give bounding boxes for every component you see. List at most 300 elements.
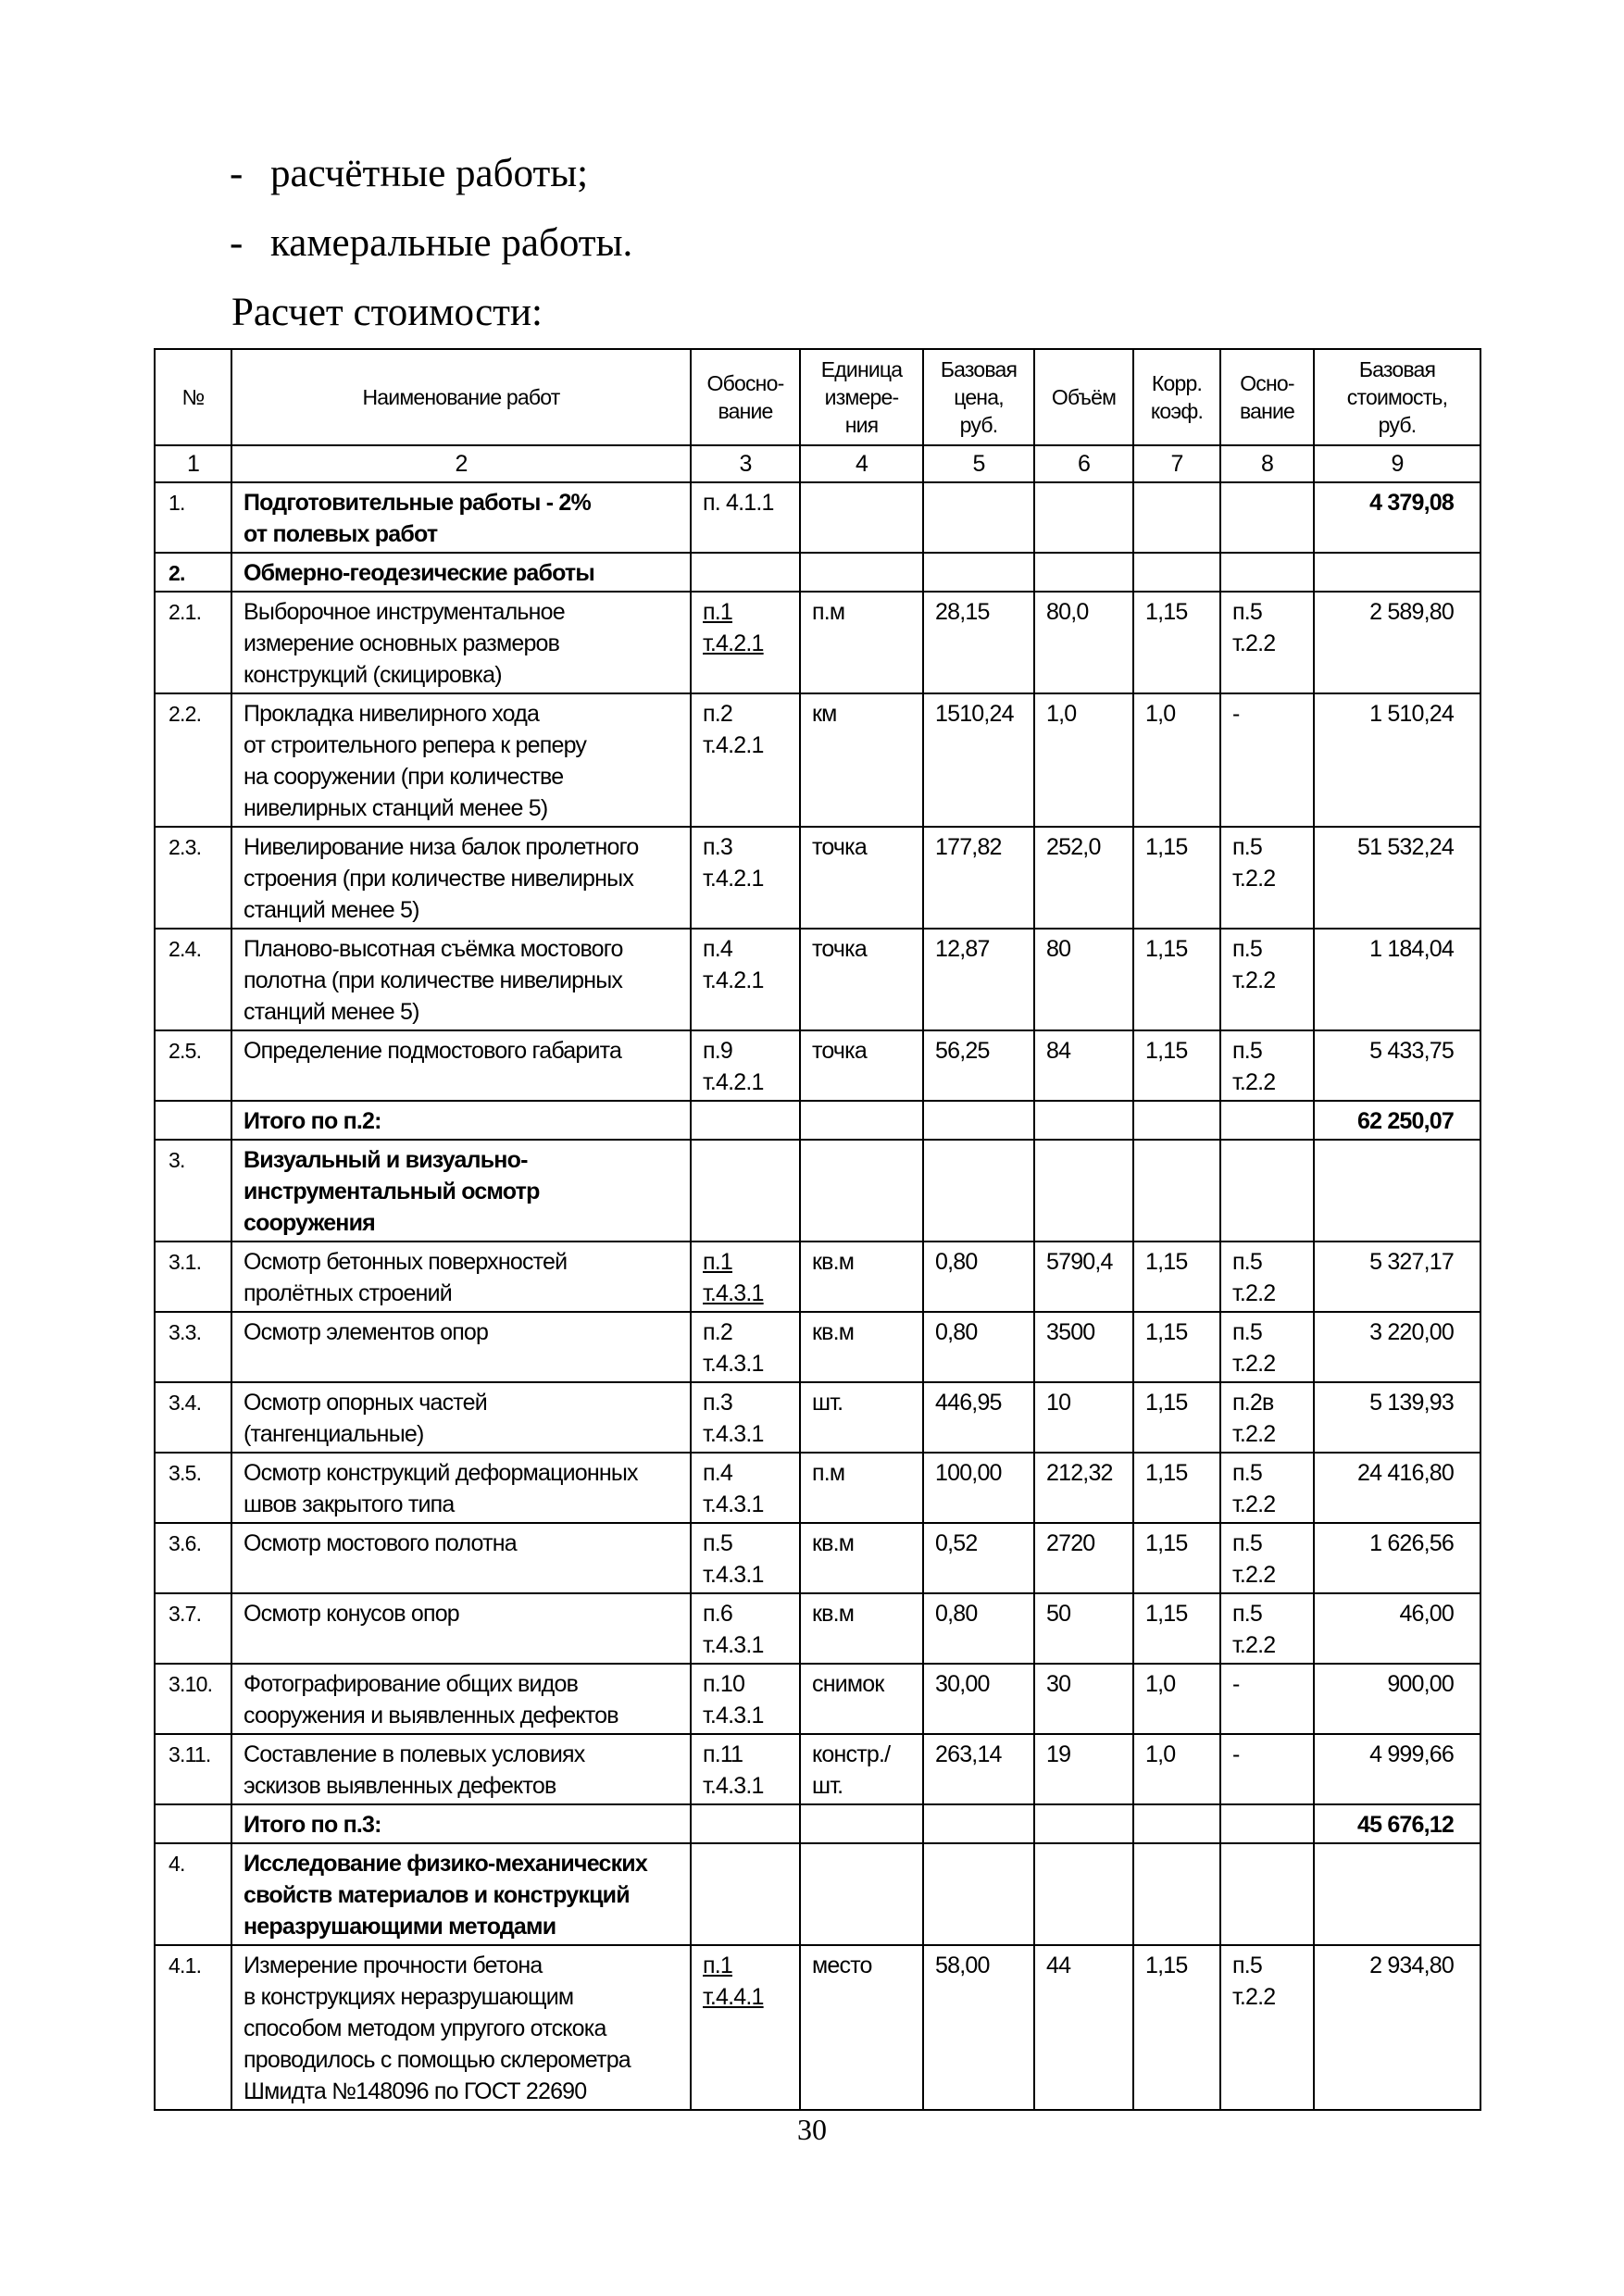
work-name-line: Фотографирование общих видов [244, 1671, 579, 1697]
page-number: 30 [797, 2113, 827, 2146]
basis [691, 1523, 800, 1593]
column-header-text: Базовая [940, 357, 1018, 381]
basis [691, 693, 800, 827]
basis [691, 482, 800, 553]
row-number: 3.7. [155, 1593, 231, 1664]
coef-basis-line: п.5 [1232, 599, 1262, 625]
work-name [231, 1453, 691, 1523]
column-number: 5 [923, 445, 1034, 482]
base-cost: 1 510,24 [1314, 693, 1480, 827]
coef-basis [1220, 553, 1314, 592]
basis [691, 553, 800, 592]
unit [800, 1030, 923, 1101]
work-name [231, 827, 691, 929]
row-number: 3.6. [155, 1523, 231, 1593]
table-body [155, 445, 1480, 2110]
coef-basis [1220, 1523, 1314, 1593]
work-name-line: неразрушающими методами [244, 1914, 556, 1940]
row-number: 2.1. [155, 592, 231, 693]
basis [691, 1101, 800, 1140]
intro-text [230, 139, 632, 347]
work-name-line: проводилось с помощью склерометра [244, 2047, 631, 2073]
basis-line: п.9 [703, 1038, 732, 1064]
coef-basis-line: т.2.2 [1232, 1632, 1276, 1658]
column-header [1034, 349, 1133, 445]
cost-table [154, 348, 1481, 2111]
coef-basis-line: т.2.2 [1232, 1280, 1276, 1306]
unit [800, 1453, 923, 1523]
coef-basis [1220, 1734, 1314, 1804]
bullet-item [230, 208, 632, 278]
basis-line: т.4.3.1 [703, 1562, 764, 1588]
correction-coef: 1,15 [1133, 1382, 1220, 1453]
bullet-marker: - [230, 221, 244, 265]
base-price [923, 1804, 1034, 1843]
work-name-line: Планово-высотная съёмка мостового [244, 936, 623, 962]
coef-basis-line: т.2.2 [1232, 866, 1276, 892]
correction-coef [1133, 1804, 1220, 1843]
column-header-text: вание [1239, 399, 1295, 423]
total-row [155, 1804, 1480, 1843]
basis-line: т.4.3.1 [703, 1632, 764, 1658]
volume: 84 [1034, 1030, 1133, 1101]
table-row [155, 827, 1480, 929]
unit-line: точка [812, 1038, 867, 1064]
column-header-text: руб. [1378, 413, 1417, 437]
base-cost: 4 999,66 [1314, 1734, 1480, 1804]
row-number: 4. [155, 1843, 231, 1945]
base-price: 446,95 [923, 1382, 1034, 1453]
unit-line: точка [812, 834, 867, 860]
coef-basis [1220, 1312, 1314, 1382]
work-name-line: Исследование физико-механических [244, 1851, 647, 1877]
base-cost: 2 589,80 [1314, 592, 1480, 693]
coef-basis [1220, 929, 1314, 1030]
column-header [1133, 349, 1220, 445]
base-price [923, 1843, 1034, 1945]
column-header-text: Обосно- [706, 371, 784, 395]
basis-line: п.2 [703, 701, 732, 727]
volume: 50 [1034, 1593, 1133, 1664]
correction-coef: 1,15 [1133, 1030, 1220, 1101]
volume: 1,0 [1034, 693, 1133, 827]
work-name [231, 1382, 691, 1453]
work-name-line: нивелирных станций менее 5) [244, 795, 548, 821]
table-row [155, 1453, 1480, 1523]
volume: 5790,4 [1034, 1242, 1133, 1312]
coef-basis [1220, 1593, 1314, 1664]
column-header [1220, 349, 1314, 445]
basis-line: п.2 [703, 1319, 732, 1345]
unit [800, 553, 923, 592]
volume: 212,32 [1034, 1453, 1133, 1523]
header-row [155, 349, 1480, 445]
volume: 80 [1034, 929, 1133, 1030]
row-number: 2.5. [155, 1030, 231, 1101]
basis-line: т.4.3.1 [703, 1280, 764, 1306]
correction-coef [1133, 1140, 1220, 1242]
volume [1034, 1140, 1133, 1242]
base-price: 58,00 [923, 1945, 1034, 2110]
basis-line: п.5 [703, 1530, 732, 1556]
coef-basis-line: п.5 [1232, 1601, 1262, 1627]
basis-line: п.11 [703, 1741, 743, 1767]
coef-basis [1220, 1945, 1314, 2110]
row-number [155, 1101, 231, 1140]
unit [800, 693, 923, 827]
row-number: 2.2. [155, 693, 231, 827]
coef-basis-line: т.2.2 [1232, 1984, 1276, 2010]
work-name [231, 1312, 691, 1382]
basis [691, 1312, 800, 1382]
base-price [923, 1101, 1034, 1140]
column-number: 3 [691, 445, 800, 482]
coef-basis-line: т.2.2 [1232, 1491, 1276, 1517]
base-price [923, 553, 1034, 592]
table-row [155, 1734, 1480, 1804]
unit [800, 1140, 923, 1242]
row-number: 2. [155, 553, 231, 592]
volume [1034, 553, 1133, 592]
unit [800, 1843, 923, 1945]
column-header [923, 349, 1034, 445]
basis [691, 1945, 800, 2110]
work-name-line: Осмотр мостового полотна [244, 1530, 517, 1556]
base-cost [1314, 553, 1480, 592]
base-cost: 45 676,12 [1314, 1804, 1480, 1843]
unit [800, 827, 923, 929]
correction-coef: 1,0 [1133, 693, 1220, 827]
work-name [231, 1140, 691, 1242]
base-cost: 5 433,75 [1314, 1030, 1480, 1101]
basis-line: п.1 [703, 599, 732, 625]
table-row [155, 482, 1480, 553]
work-name-line: Подготовительные работы - 2% [244, 490, 591, 516]
correction-coef: 1,15 [1133, 1242, 1220, 1312]
base-cost: 4 379,08 [1314, 482, 1480, 553]
basis-line: п.4 [703, 936, 732, 962]
table-row [155, 1843, 1480, 1945]
basis-line: п.10 [703, 1671, 745, 1697]
work-name [231, 1664, 691, 1734]
work-name-line: Осмотр конструкций деформационных [244, 1460, 638, 1486]
row-number [155, 1804, 231, 1843]
base-cost: 1 626,56 [1314, 1523, 1480, 1593]
coef-basis-line: - [1232, 701, 1240, 727]
work-name-line: Выборочное инструментальное [244, 599, 565, 625]
column-header [800, 349, 923, 445]
volume: 30 [1034, 1664, 1133, 1734]
work-name [231, 1734, 691, 1804]
work-name-line: Итого по п.3: [244, 1812, 381, 1838]
unit [800, 1312, 923, 1382]
work-name [231, 1945, 691, 2110]
work-name-line: станций менее 5) [244, 897, 419, 923]
basis [691, 1843, 800, 1945]
work-name-line: Осмотр конусов опор [244, 1601, 459, 1627]
work-name [231, 482, 691, 553]
table-row [155, 1030, 1480, 1101]
unit [800, 1945, 923, 2110]
coef-basis-line: п.5 [1232, 1319, 1262, 1345]
coef-basis-line: т.2.2 [1232, 630, 1276, 656]
basis-line: п.6 [703, 1601, 732, 1627]
column-number: 1 [155, 445, 231, 482]
basis-line: т.4.2.1 [703, 630, 764, 656]
base-price: 30,00 [923, 1664, 1034, 1734]
unit-line: кв.м [812, 1530, 855, 1556]
work-name-line: Составление в полевых условиях [244, 1741, 585, 1767]
correction-coef: 1,15 [1133, 1453, 1220, 1523]
column-header-text: № [181, 385, 205, 409]
basis-line: т.4.2.1 [703, 732, 764, 758]
volume [1034, 1843, 1133, 1945]
volume: 252,0 [1034, 827, 1133, 929]
unit-line: шт. [812, 1390, 843, 1416]
unit [800, 1593, 923, 1664]
work-name-line: Прокладка нивелирного хода [244, 701, 540, 727]
basis-line: т.4.2.1 [703, 1069, 764, 1095]
volume: 3500 [1034, 1312, 1133, 1382]
work-name-line: строения (при количестве нивелирных [244, 866, 634, 892]
table-row [155, 1382, 1480, 1453]
column-header [1314, 349, 1480, 445]
column-header-text: ния [844, 413, 879, 437]
column-number: 9 [1314, 445, 1480, 482]
coef-basis [1220, 482, 1314, 553]
unit-line: точка [812, 936, 867, 962]
correction-coef: 1,0 [1133, 1664, 1220, 1734]
work-name-line: способом методом упругого отскока [244, 2015, 606, 2041]
work-name-line: сооружения и выявленных дефектов [244, 1703, 618, 1728]
coef-basis [1220, 827, 1314, 929]
table-row [155, 553, 1480, 592]
coef-basis-line: п.5 [1232, 1038, 1262, 1064]
work-name-line: Обмерно-геодезические работы [244, 560, 594, 586]
table-row [155, 693, 1480, 827]
correction-coef [1133, 1843, 1220, 1945]
volume: 80,0 [1034, 592, 1133, 693]
row-number: 2.4. [155, 929, 231, 1030]
bullet-marker: - [230, 152, 244, 195]
basis-line: т.4.2.1 [703, 866, 764, 892]
unit [800, 1382, 923, 1453]
row-number: 3.5. [155, 1453, 231, 1523]
base-cost: 900,00 [1314, 1664, 1480, 1734]
coef-basis [1220, 1030, 1314, 1101]
unit [800, 1804, 923, 1843]
unit-line: констр./ [812, 1741, 891, 1767]
basis [691, 1664, 800, 1734]
work-name [231, 929, 691, 1030]
unit-line: п.м [812, 599, 845, 625]
coef-basis [1220, 1101, 1314, 1140]
work-name [231, 1242, 691, 1312]
work-name [231, 1030, 691, 1101]
coef-basis-line: п.5 [1232, 1953, 1262, 1978]
column-header-text: измере- [824, 385, 899, 409]
unit [800, 1101, 923, 1140]
basis [691, 1242, 800, 1312]
volume: 44 [1034, 1945, 1133, 2110]
work-name-line: на сооружении (при количестве [244, 764, 564, 790]
correction-coef: 1,15 [1133, 1593, 1220, 1664]
correction-coef: 1,15 [1133, 827, 1220, 929]
unit [800, 1734, 923, 1804]
row-number: 3.1. [155, 1242, 231, 1312]
column-number: 8 [1220, 445, 1314, 482]
basis-line: п.1 [703, 1953, 732, 1978]
base-price: 100,00 [923, 1453, 1034, 1523]
coef-basis [1220, 1804, 1314, 1843]
work-name-line: пролётных строений [244, 1280, 452, 1306]
basis [691, 1140, 800, 1242]
coef-basis [1220, 693, 1314, 827]
basis-line: п.3 [703, 1390, 732, 1416]
basis [691, 929, 800, 1030]
base-cost: 1 184,04 [1314, 929, 1480, 1030]
column-header [691, 349, 800, 445]
table-row [155, 1593, 1480, 1664]
correction-coef: 1,15 [1133, 592, 1220, 693]
row-number: 3.4. [155, 1382, 231, 1453]
work-name [231, 1843, 691, 1945]
base-price: 1510,24 [923, 693, 1034, 827]
coef-basis-line: п.5 [1232, 1530, 1262, 1556]
base-cost [1314, 1843, 1480, 1945]
correction-coef: 1,15 [1133, 929, 1220, 1030]
column-header-text: вание [718, 399, 773, 423]
correction-coef: 1,15 [1133, 1312, 1220, 1382]
work-name [231, 1523, 691, 1593]
coef-basis [1220, 1242, 1314, 1312]
work-name-line: Итого по п.2: [244, 1108, 381, 1134]
table-row [155, 929, 1480, 1030]
work-name [231, 553, 691, 592]
basis-line: т.4.3.1 [703, 1703, 764, 1728]
work-name [231, 1593, 691, 1664]
column-header-text: Объём [1051, 385, 1117, 409]
work-name [231, 1101, 691, 1140]
unit-line: кв.м [812, 1319, 855, 1345]
correction-coef: 1,15 [1133, 1523, 1220, 1593]
volume [1034, 1804, 1133, 1843]
work-name [231, 1804, 691, 1843]
total-row [155, 1101, 1480, 1140]
base-price: 0,80 [923, 1312, 1034, 1382]
column-header-text: Единица [820, 357, 903, 381]
base-price: 177,82 [923, 827, 1034, 929]
unit [800, 1523, 923, 1593]
basis-line: п. 4.1.1 [703, 490, 774, 516]
basis-line: т.4.4.1 [703, 1984, 764, 2010]
work-name-line: полотна (при количестве нивелирных [244, 967, 623, 993]
table-row [155, 1140, 1480, 1242]
column-number: 2 [231, 445, 691, 482]
work-name-line: Осмотр опорных частей [244, 1390, 487, 1416]
correction-coef: 1,15 [1133, 1945, 1220, 2110]
work-name-line: Осмотр элементов опор [244, 1319, 489, 1345]
base-price: 12,87 [923, 929, 1034, 1030]
base-cost: 62 250,07 [1314, 1101, 1480, 1140]
volume: 10 [1034, 1382, 1133, 1453]
row-number: 1. [155, 482, 231, 553]
work-name [231, 693, 691, 827]
correction-coef [1133, 553, 1220, 592]
row-number: 3. [155, 1140, 231, 1242]
unit-line: кв.м [812, 1249, 855, 1275]
basis [691, 1593, 800, 1664]
basis [691, 1382, 800, 1453]
unit-line: место [812, 1953, 872, 1978]
coef-basis-line: п.2в [1232, 1390, 1274, 1416]
column-header-text: Осно- [1240, 371, 1294, 395]
basis-line: п.3 [703, 834, 732, 860]
coef-basis-line: п.5 [1232, 936, 1262, 962]
base-cost [1314, 1140, 1480, 1242]
table-row [155, 592, 1480, 693]
row-number: 4.1. [155, 1945, 231, 2110]
basis [691, 827, 800, 929]
work-name-line: (тангенциальные) [244, 1421, 424, 1447]
volume: 2720 [1034, 1523, 1133, 1593]
base-price [923, 1140, 1034, 1242]
coef-basis-line: т.2.2 [1232, 1351, 1276, 1377]
column-header [155, 349, 231, 445]
row-number: 3.11. [155, 1734, 231, 1804]
base-price: 0,80 [923, 1242, 1034, 1312]
column-number-row [155, 445, 1480, 482]
coef-basis [1220, 592, 1314, 693]
work-name-line: Нивелирование низа балок пролетного [244, 834, 639, 860]
unit-line: п.м [812, 1460, 845, 1486]
work-name-line: Осмотр бетонных поверхностей [244, 1249, 568, 1275]
coef-basis-line: п.5 [1232, 1460, 1262, 1486]
unit [800, 929, 923, 1030]
column-header-text: руб. [959, 413, 998, 437]
table-row [155, 1664, 1480, 1734]
unit-line: снимок [812, 1671, 884, 1697]
work-name [231, 592, 691, 693]
table-row [155, 1945, 1480, 2110]
unit-line: км [812, 701, 837, 727]
work-name-line: измерение основных размеров [244, 630, 560, 656]
correction-coef [1133, 1101, 1220, 1140]
volume: 19 [1034, 1734, 1133, 1804]
work-name-line: от строительного репера к реперу [244, 732, 587, 758]
coef-basis-line: п.5 [1232, 1249, 1262, 1275]
column-number: 7 [1133, 445, 1220, 482]
volume [1034, 1101, 1133, 1140]
column-header-text: коэф. [1150, 399, 1204, 423]
coef-basis [1220, 1140, 1314, 1242]
column-number: 6 [1034, 445, 1133, 482]
basis-line: п.4 [703, 1460, 732, 1486]
basis [691, 1453, 800, 1523]
unit [800, 482, 923, 553]
table-header [155, 349, 1480, 445]
work-name-line: от полевых работ [244, 521, 438, 547]
basis [691, 1734, 800, 1804]
coef-basis-line: т.2.2 [1232, 1069, 1276, 1095]
column-header-text: Наименование работ [362, 385, 560, 409]
base-cost: 24 416,80 [1314, 1453, 1480, 1523]
work-name-line: Определение подмостового габарита [244, 1038, 622, 1064]
base-price [923, 482, 1034, 553]
column-header-text: Базовая [1358, 357, 1436, 381]
base-cost: 46,00 [1314, 1593, 1480, 1664]
work-name-line: в конструкциях неразрушающим [244, 1984, 574, 2010]
